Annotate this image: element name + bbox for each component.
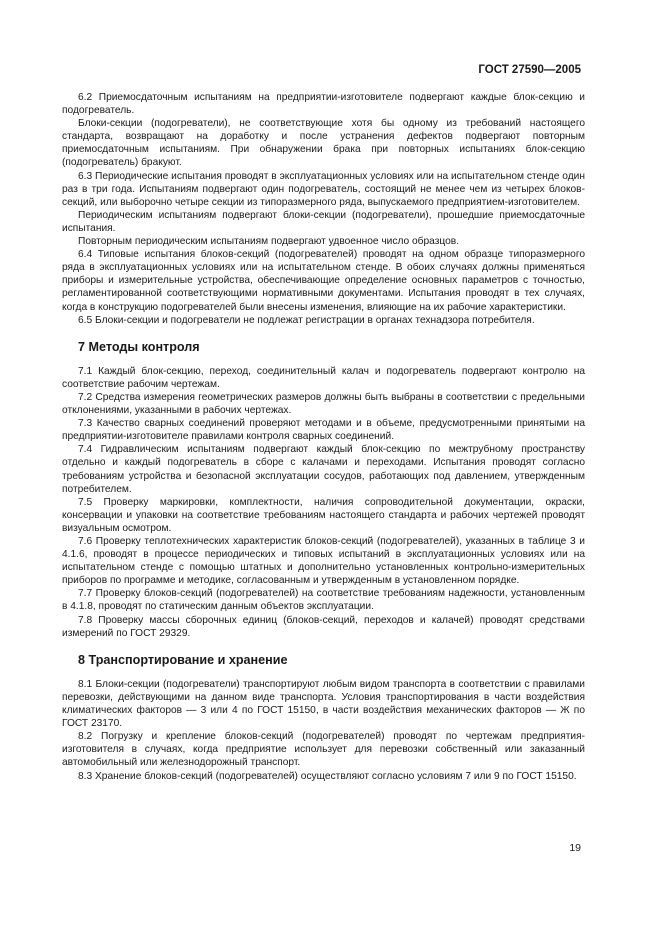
- paragraph-6-3: 6.3 Периодические испытания проводят в эксплуатационных условиях или на испытательном стенде один раз в три года. Испытаниям подвергают один подогреватель, состоящий не менее чем из четырех блоков-секций, или выборочно четыре секции из типоразмерного ряда, выпускаемого предприятием-изготовителем.: [62, 170, 585, 208]
- page-number: 19: [569, 842, 581, 854]
- page-content: [62, 91, 585, 783]
- paragraph-6-4: 6.4 Типовые испытания блоков-секций (подогревателей) проводят на одном образце типоразмерного ряда в эксплуатационных условиях или на испытательном стенде. В обоих случаях должны применяться приборы и измерительные устройства, обеспечивающие определение основных параметров с точностью, регламентированной соответствующими нормативными документами. Испытания проводят в тех случаях, когда в конструкцию подогревателей были внесены изменения, влияющие на их рабочие характеристики.: [62, 249, 585, 313]
- paragraph-8-1: 8.1 Блоки-секции (подогреватели) транспортируют любым видом транспорта в соответствии с правилами перевозки, действующими на данном виде транспорта. Условия транспортирования в части воздействия климатических факторов — 3 или 4 по ГОСТ 15150, в части воздействия механических факторов — Ж по ГОСТ 23170.: [62, 678, 585, 730]
- paragraph-7-3: 7.3 Качество сварных соединений проверяют методами и в объеме, предусмотренными принятыми на предприятии-изготовителе правилами контроля сварных соединений.: [62, 418, 585, 443]
- section-title-8: 8 Транспортирование и хранение: [78, 652, 288, 667]
- paragraph-7-8: 7.8 Проверку массы сборочных единиц (блоков-секций, переходов и калачей) проводят средствами измерений по ГОСТ 29329.: [62, 614, 585, 639]
- paragraph-repeat: Повторным периодическим испытаниям подвергают удвоенное число образцов.: [78, 236, 460, 248]
- paragraph-7-2: 7.2 Средства измерения геометрических размеров должны быть выбраны в соответствии с предельными отклонениями, указанными в рабочих чертежах.: [62, 391, 585, 417]
- paragraph-6-2: 6.2 Приемосдаточным испытаниям на предприятии-изготовителе подвергают каждые блок-секцию и подогреватель.: [62, 92, 585, 117]
- paragraph-7-1: 7.1 Каждый блок-секцию, переход, соединительный калач и подогреватель подвергают контролю на соответствие рабочим чертежам.: [62, 365, 585, 390]
- document-code: ГОСТ 27590—2005: [478, 64, 581, 76]
- paragraph-7-7: 7.7 Проверку блоков-секций (подогревателей) на соответствие требованиям надежности, установленным в 4.1.8, проводят по статическим данным объектов эксплуатации.: [62, 588, 585, 613]
- paragraph-6-5: 6.5 Блоки-секции и подогреватели не подлежат регистрации в органах технадзора потребителя.: [78, 314, 535, 326]
- paragraph-7-6: 7.6 Проверку теплотехнических характеристик блоков-секций (подогревателей), указанных в таблице 3 и 4.1.6, проводят в процессе периодических и типовых испытаний в эксплуатационных условиях или на испытательном стенде с помощью штатных и дополнительно установленных контрольно-измерительных приборов по программе и методике, согласованным и утвержденным в установленном порядке.: [62, 536, 585, 587]
- paragraph-7-4: 7.4 Гидравлическим испытаниям подвергают каждый блок-секцию по межтрубному пространству отдельно и каждый подогреватель в сборе с калачами и переходами. Испытания проводят согласно требованиям устройства и безопасной эксплуатации сосудов, работающих под давлением, утвержденным потребителем.: [62, 444, 585, 495]
- paragraph-8-2: 8.2 Погрузку и крепление блоков-секций (подогревателей) проводят по чертежам предприятия-изготовителя в случаях, когда предприятие использует для перевозки собственный или заказанный автомобильный или железнодорожный транспорт.: [62, 731, 585, 769]
- paragraph-8-3: 8.3 Хранение блоков-секций (подогревателей) осуществляют согласно условиям 7 или 9 по ГОСТ 15150.: [78, 770, 577, 782]
- paragraph-7-5: 7.5 Проверку маркировки, комплектности, наличия сопроводительной документации, окраски, консервации и упаковки на соответствие требованиям настоящего стандарта и рабочих чертежей проводят визуальным осмотром.: [62, 496, 585, 534]
- section-title-7: 7 Методы контроля: [78, 339, 200, 354]
- paragraph-rejects: Блоки-секции (подогреватели), не соответствующие хотя бы одному из требований настоящего стандарта, возвращают на доработку и после устранения дефектов подвергают повторным приемосдаточным испытаниям. При обнаружении брака при повторных испытаниях блок-секцию (подогреватель) бракуют.: [62, 118, 585, 169]
- paragraph-periodic: Периодическим испытаниям подвергают блоки-секции (подогреватели), прошедшие приемосдаточные испытания.: [62, 209, 585, 234]
